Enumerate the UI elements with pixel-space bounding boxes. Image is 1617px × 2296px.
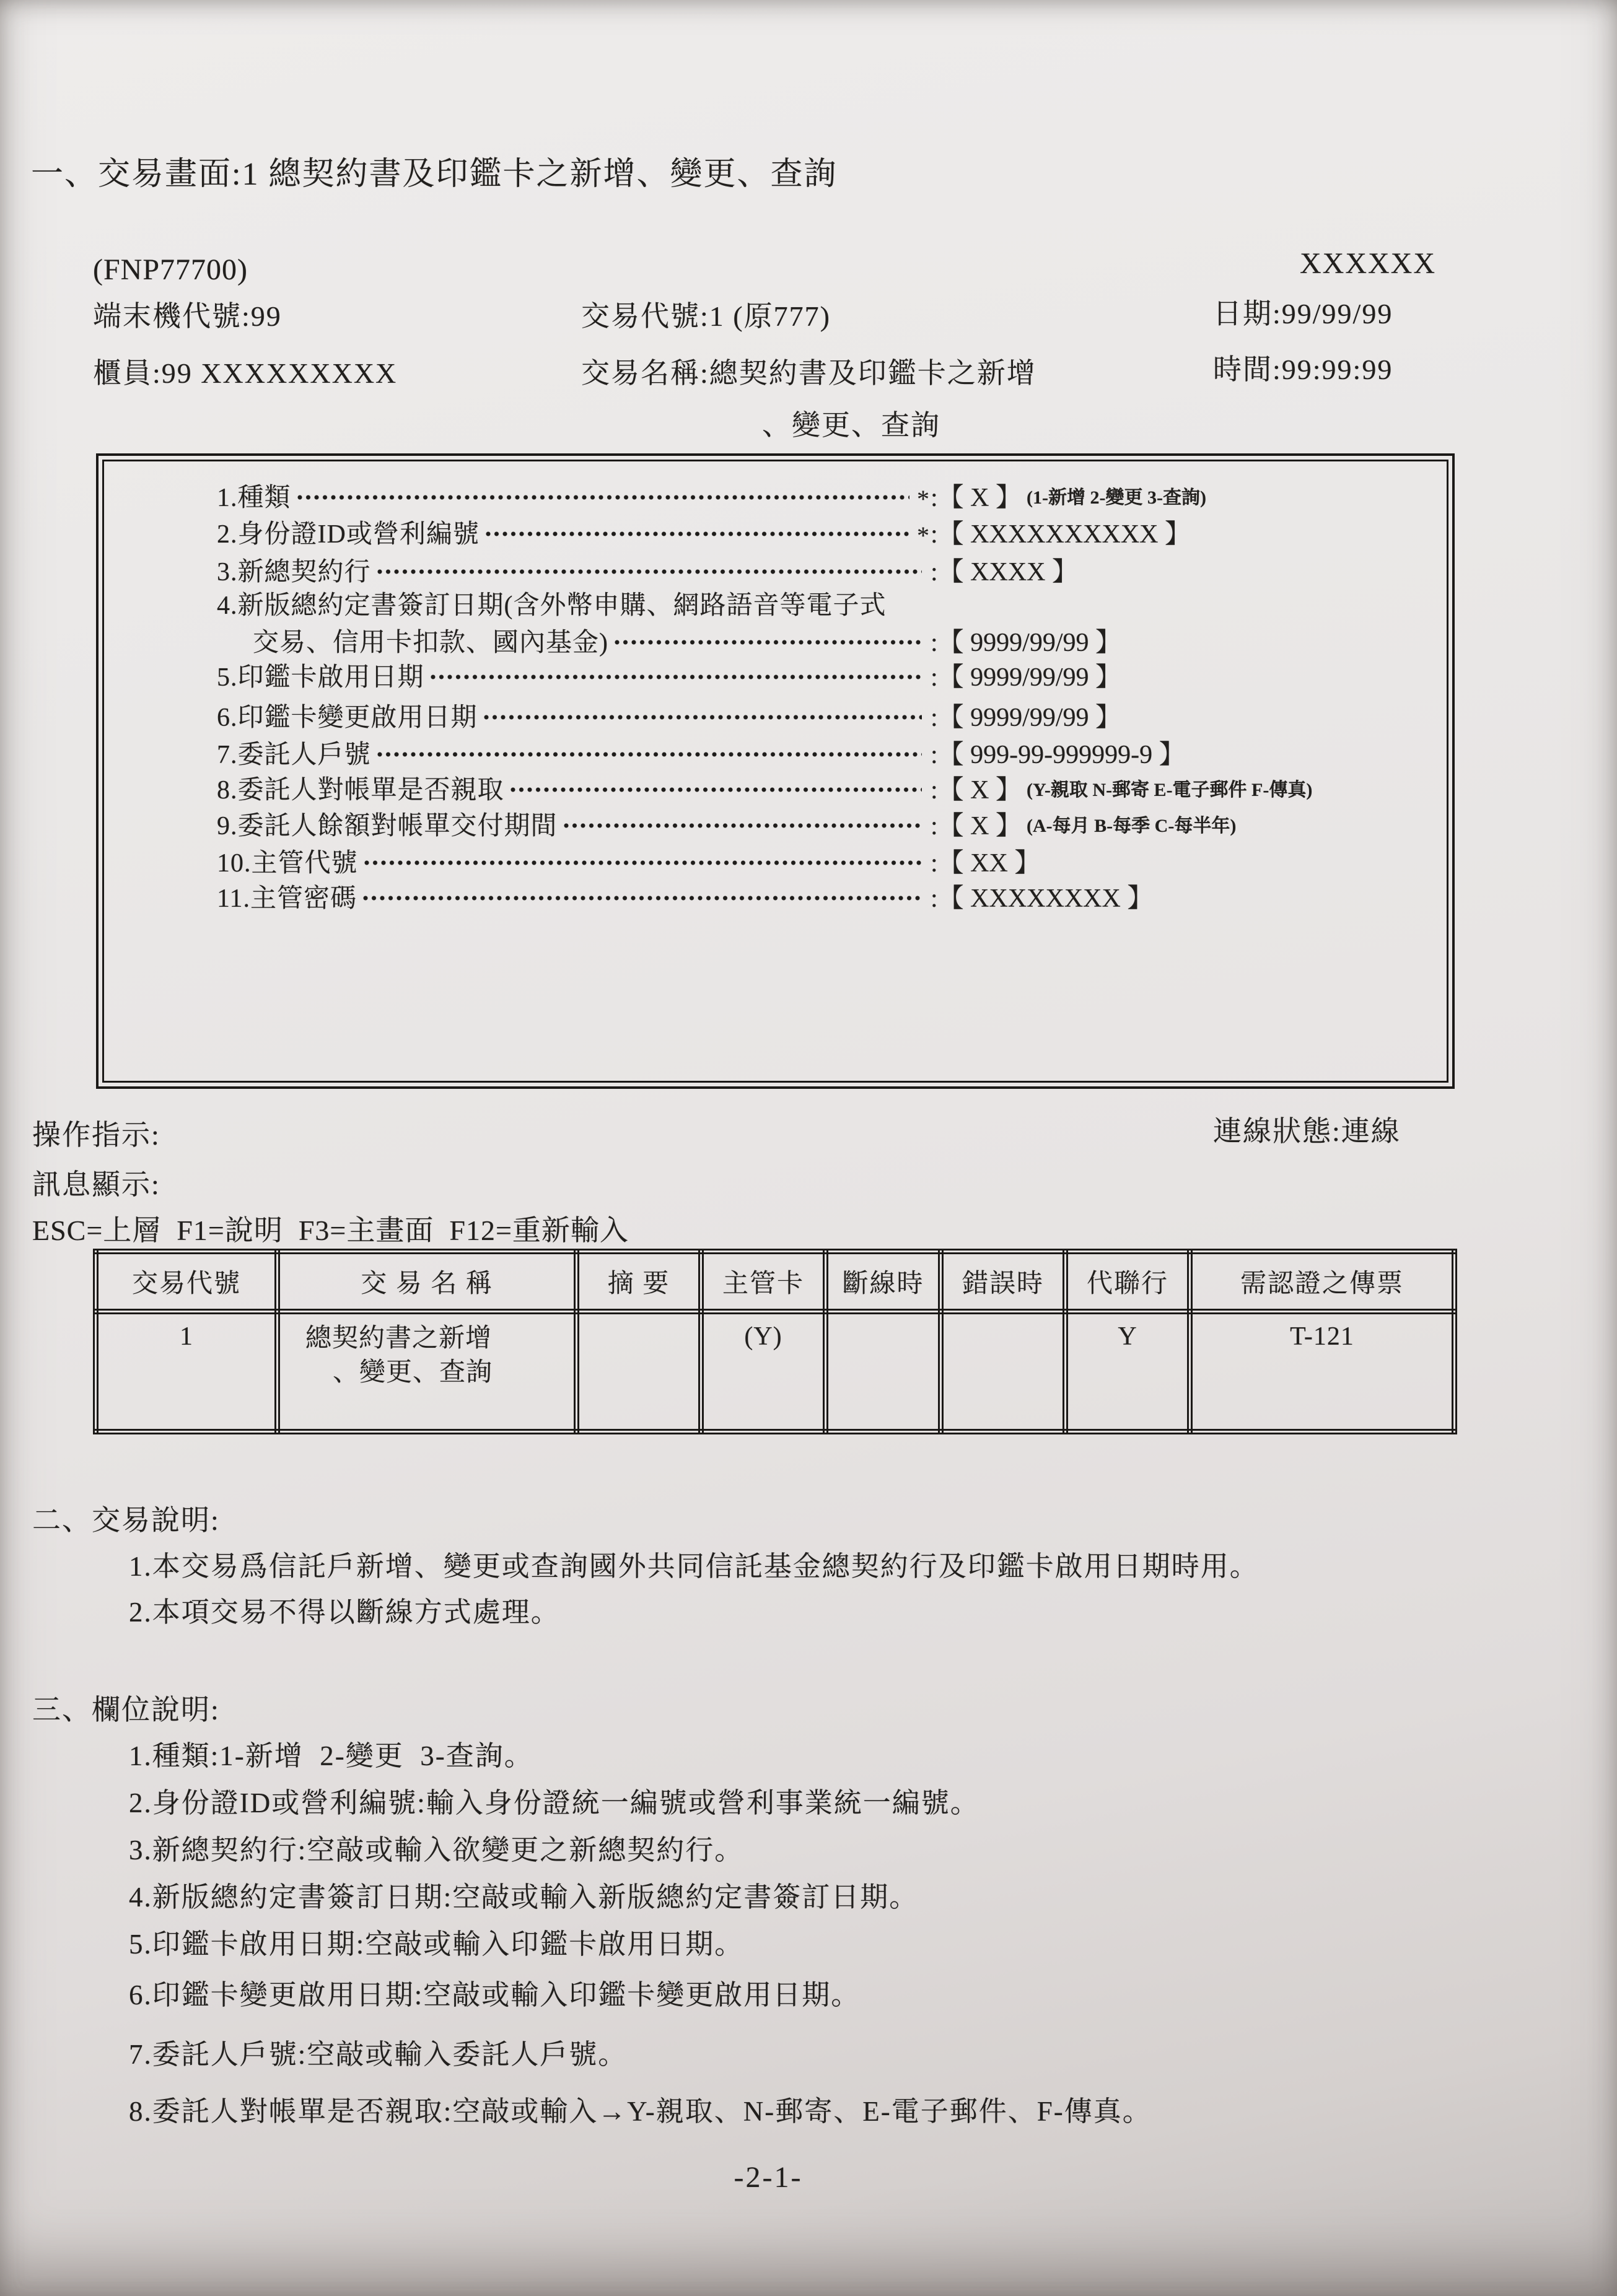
header-offline: 斷線時 bbox=[826, 1252, 941, 1312]
section1-title: 一、交易畫面:1 總契約書及印鑑卡之新增、變更、查詢 bbox=[31, 157, 838, 192]
field-hint: (Y-親取 N-郵寄 E-電子郵件 F-傳真) bbox=[1027, 780, 1313, 800]
dotted-leader bbox=[613, 637, 922, 647]
field-value: :【 X 】 bbox=[931, 812, 1022, 840]
header-txn-name: 交 易 名 稱 bbox=[278, 1252, 577, 1312]
dotted-leader bbox=[484, 529, 909, 539]
dotted-leader bbox=[376, 749, 922, 759]
field-label: 2.身份證ID或營利編號 bbox=[217, 520, 480, 549]
form-row-type bbox=[217, 478, 1440, 513]
form-row-sign-date-line2 bbox=[217, 622, 1440, 658]
header-error: 錯誤時 bbox=[941, 1252, 1066, 1312]
field-label: 交易、信用卡扣款、國內基金) bbox=[253, 629, 608, 657]
teller-id: 櫃員:99 XXXXXXXXX bbox=[93, 357, 398, 389]
section3-item: 7.委託人戶號:空敲或輸入委託人戶號。 bbox=[129, 2039, 628, 2070]
header-txn-code: 交易代號 bbox=[96, 1252, 278, 1312]
dotted-leader bbox=[296, 492, 909, 502]
field-value: :【 X 】 bbox=[931, 776, 1022, 805]
header-supervisor-card: 主管卡 bbox=[701, 1252, 826, 1312]
table-row bbox=[96, 1312, 1455, 1432]
section3-item: 8.委託人對帳單是否親取:空敲或輸入→Y-親取、N-郵寄、E-電子郵件、F-傳真。 bbox=[129, 2096, 1152, 2127]
section3-item: 1.種類:1-新增 2-變更 3-查詢。 bbox=[129, 1740, 533, 1771]
dotted-leader bbox=[483, 712, 922, 722]
header-voucher: 需認證之傳票 bbox=[1190, 1252, 1455, 1312]
form-row-id-number bbox=[217, 514, 1440, 550]
form-row-client-account bbox=[217, 735, 1440, 770]
transaction-name: 交易名稱:總契約書及印鑑卡之新增 bbox=[581, 357, 1036, 389]
cell-txn-code: 1 bbox=[96, 1312, 278, 1432]
field-label: 3.新總契約行 bbox=[217, 558, 371, 587]
section3-item: 2.身份證ID或營利編號:輸入身份證統一編號或營利事業統一編號。 bbox=[129, 1787, 979, 1818]
message-display-label: 訊息顯示: bbox=[32, 1169, 160, 1200]
dotted-leader bbox=[563, 821, 922, 831]
field-value: :【 999-99-999999-9 】 bbox=[931, 741, 1185, 769]
field-value: :【 XXXXXXXX 】 bbox=[931, 884, 1154, 913]
page-number: -2-1- bbox=[734, 2161, 803, 2194]
dotted-leader bbox=[362, 893, 922, 903]
section2-item: 1.本交易爲信託戶新增、變更或查詢國外共同信託基金總契約行及印鑑卡啟用日期時用。 bbox=[129, 1551, 1259, 1582]
field-value: :【 9999/99/99 】 bbox=[931, 663, 1122, 692]
date-field: 日期:99/99/99 bbox=[1213, 298, 1393, 330]
cell-txn-name: 總契約書之新增 、變更、查詢 bbox=[278, 1312, 577, 1432]
section2-item: 2.本項交易不得以斷線方式處理。 bbox=[129, 1597, 560, 1628]
header-proxy-branch: 代聯行 bbox=[1066, 1252, 1190, 1312]
field-value: :【 X 】 bbox=[931, 484, 1022, 512]
transaction-name-cont: 、變更、查詢 bbox=[762, 409, 940, 441]
field-label: 10.主管代號 bbox=[217, 849, 358, 878]
cell-voucher: T-121 bbox=[1190, 1312, 1455, 1432]
form-row-supervisor-password bbox=[217, 878, 1440, 914]
cell-proxy-branch: Y bbox=[1066, 1312, 1190, 1432]
dotted-leader bbox=[376, 567, 922, 577]
form-row-seal-card-change-date bbox=[217, 697, 1440, 733]
section3-item: 5.印鑑卡啟用日期:空敲或輸入印鑑卡啟用日期。 bbox=[129, 1929, 744, 1960]
field-value: :【 9999/99/99 】 bbox=[931, 629, 1122, 657]
dotted-leader bbox=[363, 858, 922, 868]
field-label: 7.委託人戶號 bbox=[217, 741, 371, 769]
field-hint: (1-新增 2-變更 3-查詢) bbox=[1027, 487, 1206, 508]
dotted-leader bbox=[509, 785, 922, 795]
field-label: 4.新版總約定書簽訂日期(含外幣申購、網路語音等電子式 bbox=[217, 591, 887, 620]
required-asterisk: * bbox=[917, 521, 929, 549]
form-row-statement-period bbox=[217, 806, 1440, 842]
field-value: :【 XX 】 bbox=[931, 849, 1041, 878]
function-keys-line: ESC=上層 F1=說明 F3=主畫面 F12=重新輸入 bbox=[32, 1215, 629, 1246]
table-header-row bbox=[96, 1252, 1455, 1312]
screen-code: (FNP77700) bbox=[93, 253, 248, 286]
field-value: :【 XXXX 】 bbox=[931, 558, 1078, 587]
cell-error bbox=[941, 1312, 1066, 1432]
field-label: 1.種類 bbox=[217, 484, 291, 512]
operation-indicator-label: 操作指示: bbox=[32, 1119, 160, 1151]
section3-item: 6.印鑑卡變更啟用日期:空敲或輸入印鑑卡變更啟用日期。 bbox=[129, 1980, 861, 2010]
required-asterisk: * bbox=[917, 484, 929, 513]
section3-item: 3.新總契約行:空敲或輸入欲變更之新總契約行。 bbox=[129, 1835, 744, 1866]
cell-summary bbox=[577, 1312, 701, 1432]
terminal-id: 端末機代號:99 bbox=[93, 300, 282, 332]
form-row-new-contract-branch bbox=[217, 552, 1440, 588]
connection-status: 連線狀態:連線 bbox=[1213, 1115, 1401, 1147]
field-label: 9.委託人餘額對帳單交付期間 bbox=[217, 812, 558, 840]
time-field: 時間:99:99:99 bbox=[1213, 354, 1393, 385]
section3-title: 三、欄位說明: bbox=[32, 1694, 220, 1726]
cell-supervisor-card: (Y) bbox=[701, 1312, 826, 1432]
form-row-seal-card-start-date bbox=[217, 657, 1440, 693]
transaction-code: 交易代號:1 (原777) bbox=[581, 300, 831, 332]
field-label: 11.主管密碼 bbox=[217, 884, 357, 913]
field-value: :【 9999/99/99 】 bbox=[931, 704, 1122, 732]
field-label: 5.印鑑卡啟用日期 bbox=[217, 663, 424, 692]
form-row-supervisor-code bbox=[217, 843, 1440, 879]
header-summary: 摘 要 bbox=[577, 1252, 701, 1312]
field-hint: (A-每月 B-每季 C-每半年) bbox=[1027, 816, 1237, 836]
field-label: 6.印鑑卡變更啟用日期 bbox=[217, 704, 478, 732]
field-value: :【 XXXXXXXXXX 】 bbox=[931, 520, 1191, 549]
form-row-sign-date-line1 bbox=[217, 585, 1440, 621]
field-label: 8.委託人對帳單是否親取 bbox=[217, 776, 504, 805]
cell-offline bbox=[826, 1312, 941, 1432]
section2-title: 二、交易說明: bbox=[32, 1504, 220, 1536]
section3-item: 4.新版總約定書簽訂日期:空敲或輸入新版總約定書簽訂日期。 bbox=[129, 1882, 919, 1913]
masked-code: XXXXXX bbox=[1300, 247, 1436, 280]
transaction-table bbox=[93, 1249, 1457, 1434]
form-row-statement-pickup bbox=[217, 770, 1440, 806]
dotted-leader bbox=[429, 672, 922, 682]
